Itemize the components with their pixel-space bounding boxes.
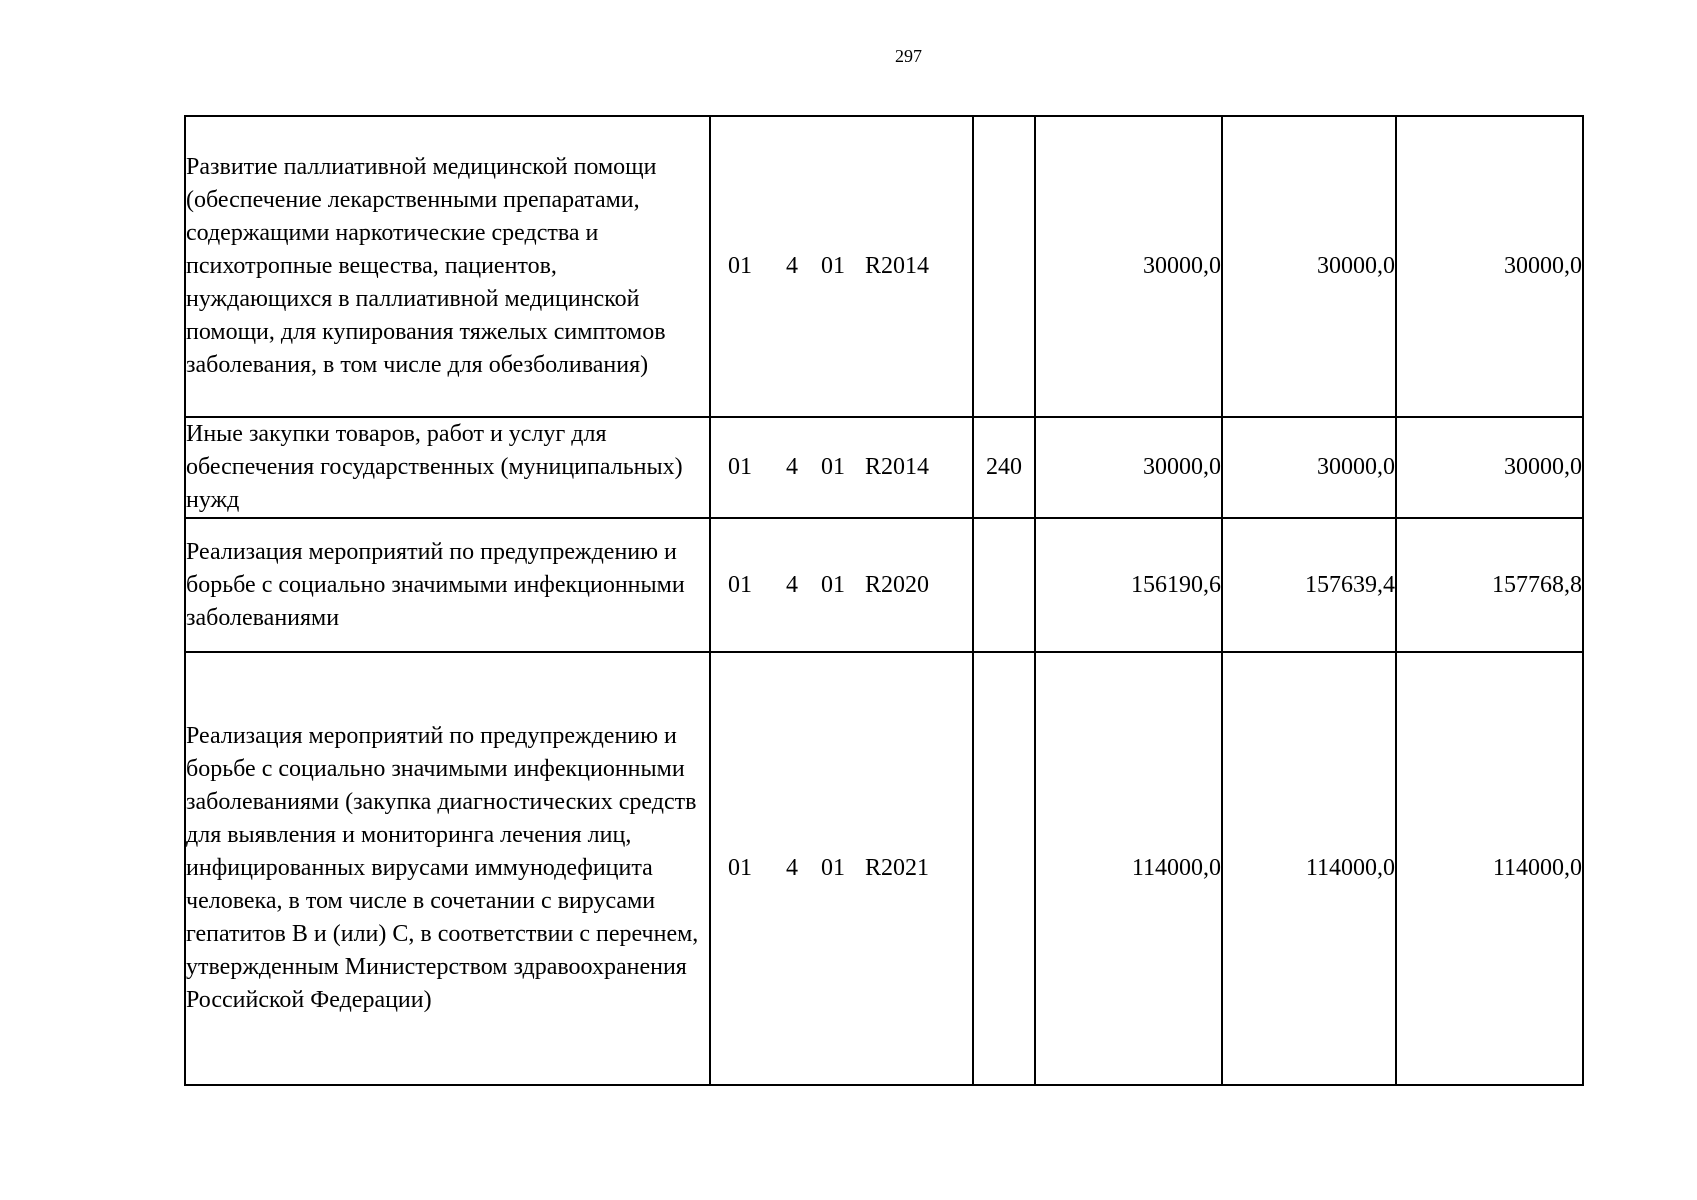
table-row [185, 518, 1583, 652]
row-description: Развитие паллиативной медицинской помощи (обеспечение лекарственными препаратами, содержащими наркотические средства и психотропные вещества, пациентов, нуждающихся в паллиативной медицинской помощи, для купирования тяжелых симптомов заболевания, в том числе для обезболивания) [185, 116, 710, 417]
main-event-code: 01 [821, 855, 845, 881]
expense-type-code [973, 518, 1035, 652]
target-article-code [710, 518, 973, 652]
amount-year-2: 114000,0 [1222, 652, 1396, 1085]
amount-year-1: 30000,0 [1035, 417, 1222, 518]
program-code: 01 [728, 253, 752, 279]
program-code: 01 [728, 454, 752, 480]
amount-year-1: 30000,0 [1035, 116, 1222, 417]
amount-year-2: 30000,0 [1222, 417, 1396, 518]
expense-type-code: 240 [973, 417, 1035, 518]
program-code: 01 [728, 855, 752, 881]
target-article-code [710, 116, 973, 417]
amount-year-3: 157768,8 [1396, 518, 1583, 652]
expense-direction-code: R2014 [865, 454, 930, 480]
program-code: 01 [728, 571, 752, 598]
subprogram-code: 4 [786, 571, 798, 598]
subprogram-code: 4 [786, 253, 798, 279]
expense-type-code [973, 116, 1035, 417]
main-event-code: 01 [821, 253, 845, 279]
expense-direction-code: R2014 [865, 253, 930, 279]
amount-year-3: 30000,0 [1396, 116, 1583, 417]
amount-year-1: 114000,0 [1035, 652, 1222, 1085]
main-event-code: 01 [821, 571, 845, 598]
target-article-code [710, 652, 973, 1085]
row-description: Иные закупки товаров, работ и услуг для обеспечения государственных (муниципальных) нужд [185, 417, 710, 518]
table-row [185, 652, 1583, 1085]
amount-year-3: 114000,0 [1396, 652, 1583, 1085]
target-article-code [710, 417, 973, 518]
expense-direction-code: R2021 [865, 855, 930, 881]
main-event-code: 01 [821, 454, 845, 480]
subprogram-code: 4 [786, 454, 798, 480]
page-number: 297 [895, 46, 922, 66]
subprogram-code: 4 [786, 855, 798, 881]
amount-year-2: 30000,0 [1222, 116, 1396, 417]
expense-direction-code: R2020 [865, 571, 930, 598]
row-description: Реализация мероприятий по предупреждению и борьбе с социально значимыми инфекционными заболеваниями [185, 518, 710, 652]
amount-year-3: 30000,0 [1396, 417, 1583, 518]
amount-year-1: 156190,6 [1035, 518, 1222, 652]
table-row [185, 417, 1583, 518]
row-description: Реализация мероприятий по предупреждению и борьбе с социально значимыми инфекционными заболеваниями (закупка диагностических средств для выявления и мониторинга лечения лиц, инфицированных вирусами иммунодефицита человека, в том числе в сочетании с вирусами гепатитов B и (или) C, в соответствии с перечнем, утвержденным Министерством здравоохранения Российской Федерации) [185, 652, 710, 1085]
budget-table [184, 115, 1584, 1086]
amount-year-2: 157639,4 [1222, 518, 1396, 652]
table-row [185, 116, 1583, 417]
expense-type-code [973, 652, 1035, 1085]
